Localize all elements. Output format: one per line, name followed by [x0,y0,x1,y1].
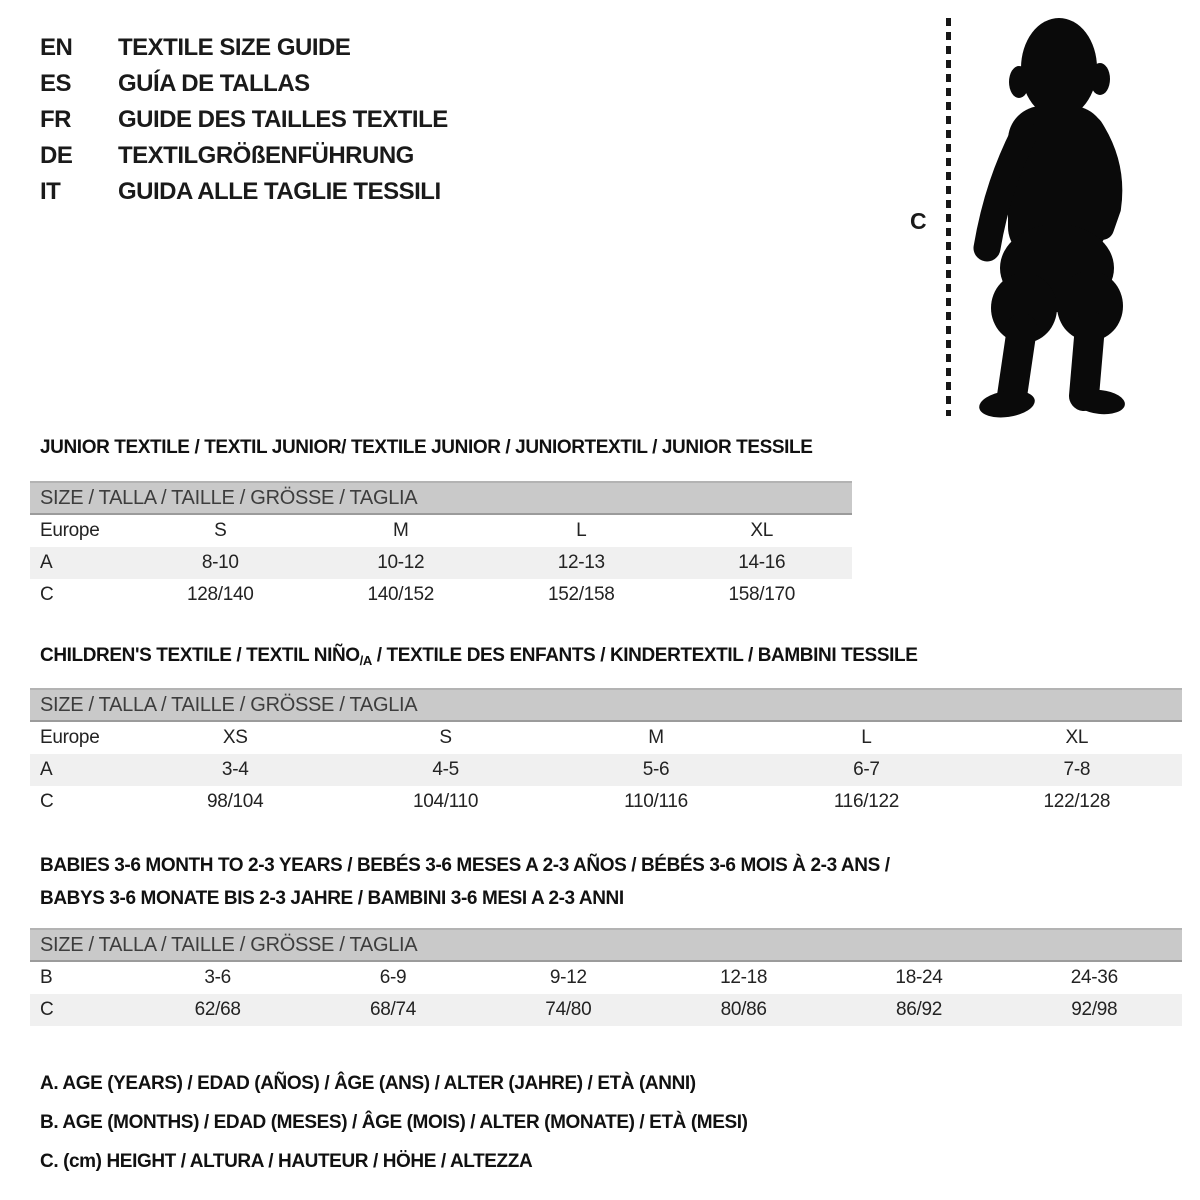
children-title-suffix: / TEXTILE DES ENFANTS / KINDERTEXTIL / BAMBINI TESSILE [371,645,918,666]
height-cell: 116/122 [833,791,899,812]
language-row-it [40,174,448,210]
junior-section-title [40,437,813,459]
height-cell: 92/98 [1071,999,1118,1020]
language-code-fr: FR [40,106,71,133]
junior-size-header-band: SIZE / TALLA / TAILLE / GRÖSSE / TAGLIA [30,481,852,515]
months-cell: 9-12 [549,967,587,988]
language-title-block [40,30,448,210]
language-code-de: DE [40,142,73,169]
language-row-de [40,138,448,174]
age-cell: 7-8 [1063,759,1091,780]
babies-row-height [30,994,1182,1026]
months-cell: 12-18 [720,967,768,988]
height-cell: 74/80 [545,999,592,1020]
height-cell: 98/104 [207,791,264,812]
height-measure-dashed-line [946,18,951,416]
age-cell: 6-7 [853,759,880,780]
language-title-fr: GUIDE DES TAILLES TEXTILE [118,106,448,133]
size-cell: L [861,727,872,748]
language-title-it: GUIDA ALLE TAGLIE TESSILI [118,178,441,205]
junior-row-age [30,547,852,579]
toddler-silhouette-icon [962,16,1138,420]
age-cell: 3-4 [221,759,249,780]
children-size-header-band: SIZE / TALLA / TAILLE / GRÖSSE / TAGLIA [30,688,1182,722]
junior-section-title-text: JUNIOR TEXTILE / TEXTIL JUNIOR/ TEXTILE JUNIOR / JUNIORTEXTIL / JUNIOR TESSILE [40,437,813,458]
height-cell: 110/116 [624,791,688,812]
row-label: A [40,552,53,573]
children-size-table [30,688,1182,818]
legend-line-b: B. AGE (MONTHS) / EDAD (MESES) / ÂGE (MOIS) / ALTER (MONATE) / ETÀ (MESI) [40,1112,748,1133]
row-label: C [40,584,54,605]
months-cell: 3-6 [204,967,231,988]
height-cell: 122/128 [1043,791,1111,812]
language-code-it: IT [40,178,61,205]
row-label: Europe [40,727,100,748]
junior-row-height [30,579,852,611]
height-cell: 80/86 [720,999,767,1020]
language-title-de: TEXTILGRÖßENFÜHRUNG [118,142,414,169]
height-measure-label: C [910,208,927,234]
language-title-es: GUÍA DE TALLAS [118,70,310,97]
babies-row-months [30,962,1182,994]
legend-line-a: A. AGE (YEARS) / EDAD (AÑOS) / ÂGE (ANS) / ALTER (JAHRE) / ETÀ (ANNI) [40,1073,696,1094]
months-cell: 18-24 [895,967,943,988]
babies-title-line1: BABIES 3-6 MONTH TO 2-3 YEARS / BEBÉS 3-6 MESES A 2-3 AÑOS / BÉBÉS 3-6 MOIS À 2-3 ANS / [40,855,890,876]
language-row-fr [40,102,448,138]
age-cell: 10-12 [377,552,425,573]
size-cell: M [392,520,409,541]
legend-line-c: C. (cm) HEIGHT / ALTURA / HAUTEUR / HÖHE / ALTEZZA [40,1151,533,1172]
age-cell: 8-10 [201,552,239,573]
height-cell: 140/152 [367,584,435,605]
row-label: Europe [40,520,100,541]
children-row-europe [30,722,1182,754]
children-row-height [30,786,1182,818]
size-cell: XL [1065,727,1089,748]
legend-block [40,1064,748,1181]
babies-title-line2: BABYS 3-6 MONATE BIS 2-3 JAHRE / BAMBINI 3-6 MESI A 2-3 ANNI [40,888,624,909]
age-cell: 4-5 [432,759,459,780]
age-cell: 14-16 [738,552,786,573]
babies-size-header-band: SIZE / TALLA / TAILLE / GRÖSSE / TAGLIA [30,928,1182,962]
language-title-en: TEXTILE SIZE GUIDE [118,34,351,61]
children-title-prefix: CHILDREN'S TEXTILE / TEXTIL NIÑO [40,645,360,666]
language-code-es: ES [40,70,72,97]
age-cell: 5-6 [642,759,670,780]
children-row-age [30,754,1182,786]
row-label: C [40,999,54,1020]
months-cell: 6-9 [379,967,407,988]
row-label: A [40,759,53,780]
junior-size-table [30,481,852,611]
babies-size-table [30,928,1182,1026]
row-label: C [40,791,54,812]
months-cell: 24-36 [1070,967,1118,988]
size-cell: XS [222,727,248,748]
height-cell: 158/170 [728,584,796,605]
size-cell: S [214,520,227,541]
row-label: B [40,967,53,988]
size-cell: S [439,727,452,748]
height-cell: 152/158 [547,584,615,605]
size-cell: XL [750,520,774,541]
children-title-subscript: /A [359,653,372,668]
children-section-title [40,645,917,668]
height-cell: 104/110 [413,791,479,812]
height-cell: 128/140 [186,584,254,605]
language-code-en: EN [40,34,73,61]
babies-section-title [40,849,890,915]
size-cell: L [576,520,587,541]
language-row-en [40,30,448,66]
height-cell: 68/74 [369,999,417,1020]
size-cell: M [648,727,664,748]
height-cell: 62/68 [194,999,241,1020]
language-row-es [40,66,448,102]
junior-row-europe [30,515,852,547]
age-cell: 12-13 [557,552,605,573]
height-cell: 86/92 [895,999,942,1020]
